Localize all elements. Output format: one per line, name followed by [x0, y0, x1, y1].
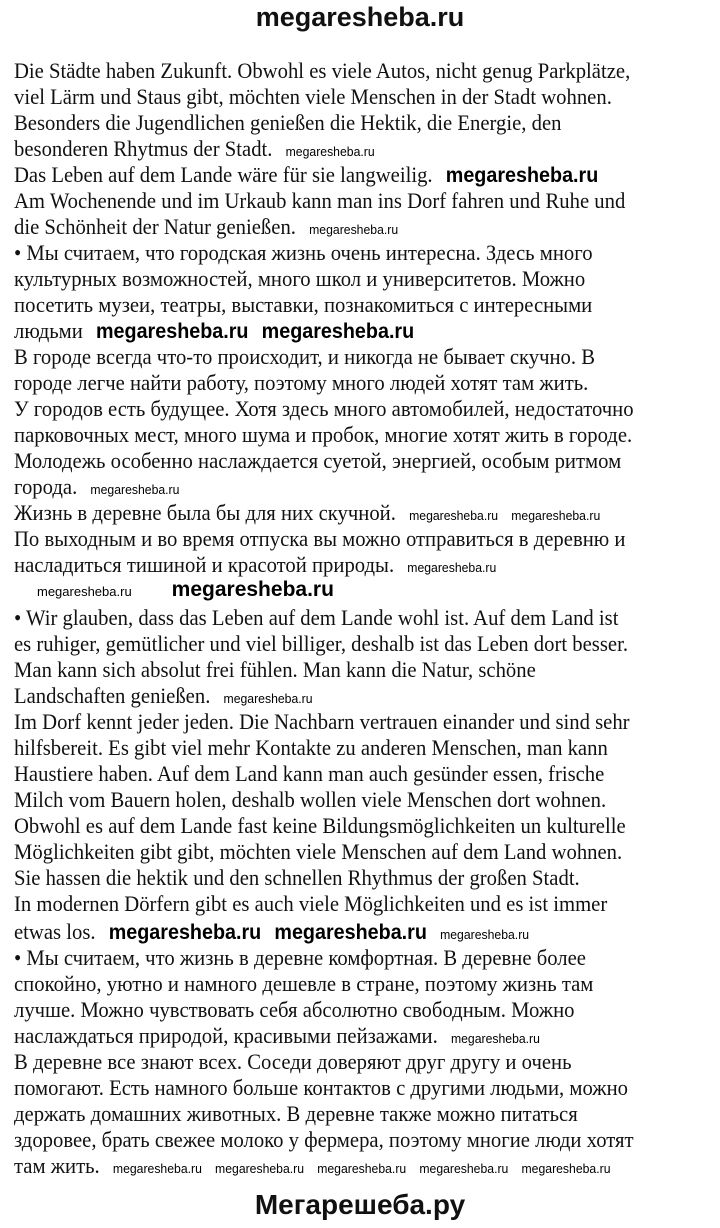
- watermark: megaresheba.ru: [409, 508, 499, 523]
- text-line: [14, 709, 630, 734]
- text-line: [14, 971, 593, 996]
- text-line: [14, 1049, 572, 1074]
- text-line-content: Молодежь особенно наслаждается суетой, энергией, особым ритмом: [14, 448, 622, 473]
- text-line: [14, 657, 536, 682]
- watermark: megaresheba.ru: [407, 560, 497, 575]
- text-line: [14, 1127, 634, 1152]
- watermark: megaresheba.ru: [95, 320, 249, 343]
- text-line: [14, 1023, 540, 1048]
- watermark: megaresheba.ru: [223, 691, 313, 706]
- watermark: megaresheba.ru: [171, 578, 334, 601]
- text-line-content: • Мы считаем, что жизнь в деревне комфортная. В деревне более: [14, 945, 586, 970]
- text-line-content: там жить.: [14, 1153, 100, 1178]
- text-line-content: Sie hassen die hektik und den schnellen Rhythmus der großen Stadt.: [14, 865, 580, 890]
- watermark: megaresheba.ru: [215, 1161, 305, 1176]
- text-line-content: парковочных мест, много шума и пробок, многие хотят жить в городе.: [14, 422, 633, 447]
- text-line-content: культурных возможностей, много школ и университетов. Можно: [14, 266, 586, 291]
- watermark: megaresheba.ru: [511, 508, 601, 523]
- header-watermark: megaresheba.ru: [255, 2, 465, 32]
- watermark: megaresheba.ru: [419, 1161, 509, 1176]
- text-line-content: Im Dorf kennt jeder jeden. Die Nachbarn vertrauen einander und sind sehr: [14, 709, 630, 734]
- text-line-content: Das Leben auf dem Lande wäre für sie langweilig.: [14, 162, 433, 187]
- text-line-content: Man kann sich absolut frei fühlen. Man kann die Natur, schöne: [14, 657, 536, 682]
- text-line: [14, 448, 621, 473]
- text-line-content: besonderen Rhytmus der Stadt.: [14, 136, 273, 161]
- text-line-content: спокойно, уютно и намного дешевле в стране, поэтому жизнь там: [14, 971, 594, 996]
- text-line: [14, 474, 179, 499]
- watermark-row: [37, 578, 374, 602]
- text-line: [14, 997, 574, 1022]
- watermark: megaresheba.ru: [317, 1161, 407, 1176]
- text-line-content: In modernen Dörfern gibt es auch viele Möglichkeiten und es ist immer: [14, 891, 608, 916]
- text-line-content: держать домашних животных. В деревне также можно питаться: [14, 1101, 578, 1126]
- text-line-content: У городов есть будущее. Хотя здесь много автомобилей, недостаточно: [14, 396, 634, 421]
- text-line: [14, 1153, 610, 1178]
- text-line: [14, 631, 628, 656]
- text-line-content: городе легче найти работу, поэтому много людей хотят там жить.: [14, 370, 589, 395]
- text-line: [14, 266, 585, 291]
- text-line: [14, 1075, 628, 1100]
- text-line: [14, 344, 595, 369]
- text-line: [14, 839, 622, 864]
- text-line-content: • Wir glauben, dass das Leben auf dem Lande wohl ist. Auf dem Land ist: [14, 605, 619, 630]
- watermark: megaresheba.ru: [285, 144, 375, 159]
- watermark: megaresheba.ru: [90, 482, 180, 497]
- text-line-content: etwas los.: [14, 919, 96, 944]
- text-line: [14, 683, 313, 708]
- text-line: [14, 945, 586, 970]
- text-line: [14, 761, 604, 786]
- text-line: [14, 1101, 578, 1126]
- text-line-content: Жизнь в деревне была бы для них скучной.: [14, 500, 396, 525]
- text-line-content: насладиться тишиной и красотой природы.: [14, 552, 395, 577]
- text-line: [14, 162, 598, 187]
- text-line: [14, 422, 632, 447]
- watermark: megaresheba.ru: [309, 222, 399, 237]
- text-line-content: viel Lärm und Staus gibt, möchten viele Menschen in der Stadt wohnen.: [14, 84, 612, 109]
- text-line: [14, 605, 618, 630]
- text-line-content: Die Städte haben Zukunft. Obwohl es viele Autos, nicht genug Parkplätze,: [14, 58, 631, 83]
- text-line: [14, 370, 588, 395]
- footer-title: Мегарешеба.ру: [254, 1189, 466, 1220]
- watermark: megaresheba.ru: [108, 921, 262, 944]
- text-line: [14, 891, 607, 916]
- text-line-content: По выходным и во время отпуска вы можно отправиться в деревню и: [14, 526, 626, 551]
- text-line: [14, 84, 612, 109]
- watermark: megaresheba.ru: [521, 1161, 611, 1176]
- text-line-content: наслаждаться природой, красивыми пейзажами.: [14, 1023, 438, 1048]
- text-line: [14, 292, 592, 317]
- text-line: [14, 526, 625, 551]
- text-line-content: Am Wochenende und im Urkaub kann man ins Dorf fahren und Ruhe und: [14, 188, 626, 213]
- text-line-content: Besonders die Jugendlichen genießen die Hektik, die Energie, den: [14, 110, 562, 135]
- watermark: megaresheba.ru: [112, 1161, 202, 1176]
- watermark: megaresheba.ru: [445, 164, 599, 187]
- text-line-content: es ruhiger, gemütlicher und viel billiger, deshalb ist das Leben dort besser.: [14, 631, 628, 656]
- text-line: [14, 500, 600, 525]
- text-line-content: В деревне все знают всех. Соседи доверяют друг другу и очень: [14, 1049, 572, 1074]
- text-line-content: В городе всегда что-то происходит, и никогда не бывает скучно. В: [14, 344, 596, 369]
- text-line: [14, 396, 634, 421]
- text-line: [14, 735, 608, 760]
- text-line-content: Landschaften genießen.: [14, 683, 211, 708]
- text-line: [14, 214, 398, 239]
- text-line: [14, 58, 630, 83]
- text-line: [14, 865, 580, 890]
- text-line: [14, 919, 529, 944]
- text-line-content: Milch vom Bauern holen, deshalb wollen viele Menschen dort wohnen.: [14, 787, 607, 812]
- text-line-content: посетить музеи, театры, выставки, познакомиться с интересными: [14, 292, 593, 317]
- watermark: megaresheba.ru: [37, 584, 132, 599]
- text-line: [14, 110, 561, 135]
- text-line: [14, 240, 593, 265]
- text-line: [14, 318, 414, 343]
- text-line-content: Möglichkeiten gibt gibt, möchten viele Menschen auf dem Land wohnen.: [14, 839, 623, 864]
- watermark: megaresheba.ru: [261, 320, 415, 343]
- watermark: megaresheba.ru: [450, 1031, 540, 1046]
- text-line: [14, 813, 626, 838]
- watermark: megaresheba.ru: [440, 927, 530, 942]
- watermark: megaresheba.ru: [274, 921, 427, 944]
- text-line-content: Obwohl es auf dem Lande fast keine Bildungsmöglichkeiten un kulturelle: [14, 813, 626, 838]
- text-line-content: лучше. Можно чувствовать себя абсолютно свободным. Можно: [14, 997, 575, 1022]
- text-line-content: города.: [14, 474, 78, 499]
- text-line: [14, 136, 375, 161]
- text-line-content: • Мы считаем, что городская жизнь очень интересна. Здесь много: [14, 240, 593, 265]
- text-line-content: здоровее, брать свежее молоко у фермера, поэтому многие люди хотят: [14, 1127, 634, 1152]
- text-line: [14, 188, 625, 213]
- text-line-content: die Schönheit der Natur genießen.: [14, 214, 296, 239]
- text-line: [14, 552, 496, 577]
- text-line-content: помогают. Есть намного больше контактов с другими людьми, можно: [14, 1075, 628, 1100]
- text-line-content: Haustiere haben. Auf dem Land kann man auch gesünder essen, frische: [14, 761, 605, 786]
- text-line-content: людьми: [14, 318, 83, 343]
- text-line: [14, 787, 606, 812]
- text-line-content: hilfsbereit. Es gibt viel mehr Kontakte zu anderen Menschen, man kann: [14, 735, 608, 760]
